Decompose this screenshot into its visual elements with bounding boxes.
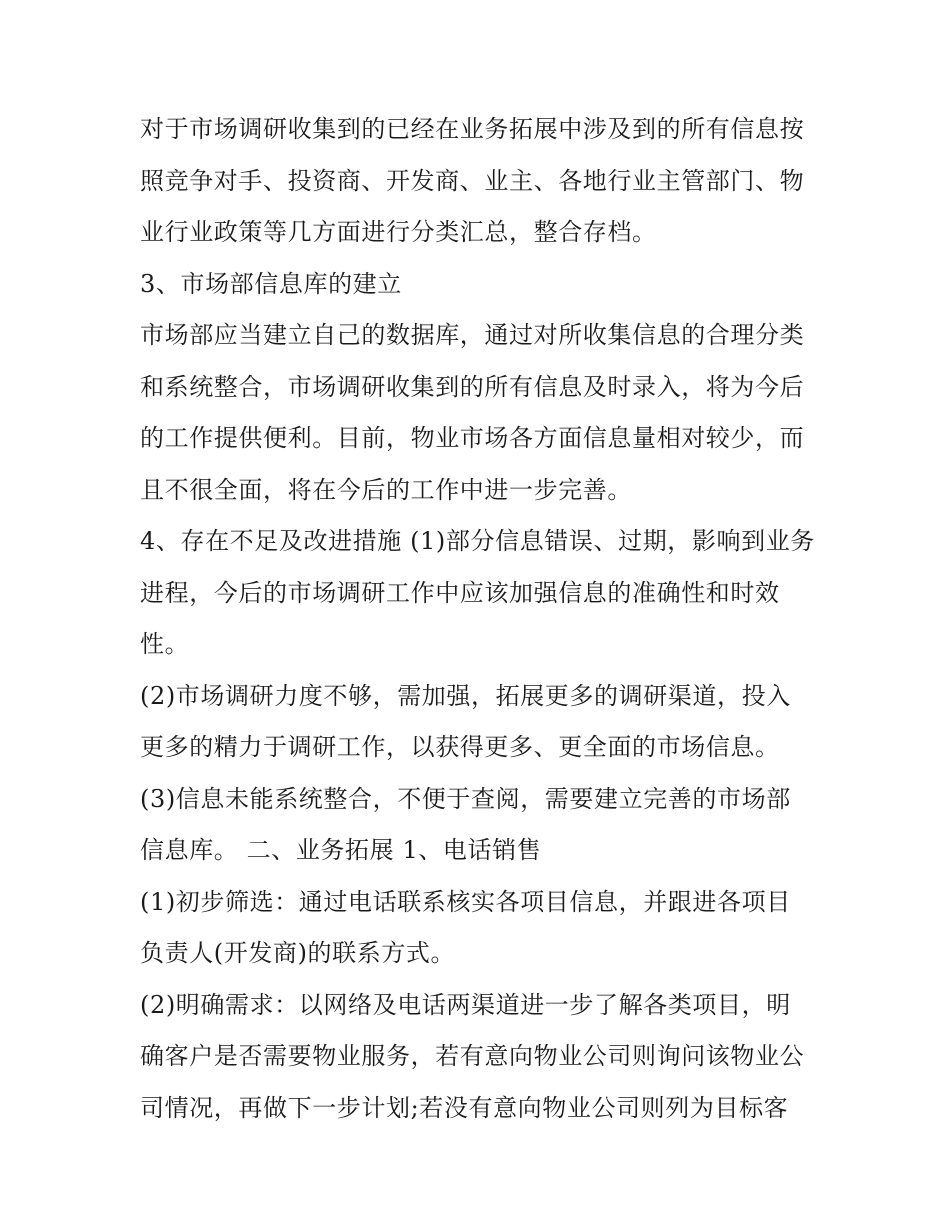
text-line: 更多的精力于调研工作，以获得更多、更全面的市场信息。 bbox=[140, 733, 780, 761]
text-line: 4、存在不足及改进措施 (1)部分信息错误、过期，影响到业务 bbox=[140, 527, 815, 555]
text-line: 业行业政策等几方面进行分类汇总，整合存档。 bbox=[140, 218, 657, 246]
text-line: 司情况，再做下一步计划;若没有意向物业公司则列为目标客 bbox=[140, 1093, 789, 1122]
text-line: (2)明确需求：以网络及电话两渠道进一步了解各类项目，明 bbox=[140, 990, 791, 1019]
text-line: (2)市场调研力度不够，需加强，拓展更多的调研渠道，投入 bbox=[140, 681, 791, 710]
text-line: 和系统整合，市场调研收集到的所有信息及时录入，将为今后 bbox=[140, 372, 805, 401]
text-line: 进程，今后的市场调研工作中应该加强信息的准确性和时效 bbox=[140, 578, 780, 607]
text-line: 市场部应当建立自己的数据库，通过对所收集信息的合理分类 bbox=[140, 321, 805, 349]
text-line: 负责人(开发商)的联系方式。 bbox=[140, 939, 456, 967]
section-heading: 3、市场部信息库的建立 bbox=[140, 269, 402, 298]
text-line: 且不很全面，将在今后的工作中进一步完善。 bbox=[140, 475, 632, 504]
document-body bbox=[140, 104, 820, 1134]
text-line: 确客户是否需要物业服务，若有意向物业公司则询问该物业公 bbox=[140, 1042, 805, 1070]
text-line: 的工作提供便利。目前，物业市场各方面信息量相对较少，而 bbox=[140, 424, 805, 452]
text-line: (1)初步筛选：通过电话联系核实各项目信息，并跟进各项目 bbox=[140, 887, 791, 916]
text-line: 性。 bbox=[140, 630, 190, 658]
text-line: 对于市场调研收集到的已经在业务拓展中涉及到的所有信息按 bbox=[140, 115, 805, 143]
text-line: 照竞争对手、投资商、开发商、业主、各地行业主管部门、物 bbox=[140, 166, 805, 195]
text-line: (3)信息未能系统整合，不便于查阅，需要建立完善的市场部 bbox=[140, 784, 791, 813]
text-line: 信息库。 二、业务拓展 1、电话销售 bbox=[140, 836, 542, 864]
